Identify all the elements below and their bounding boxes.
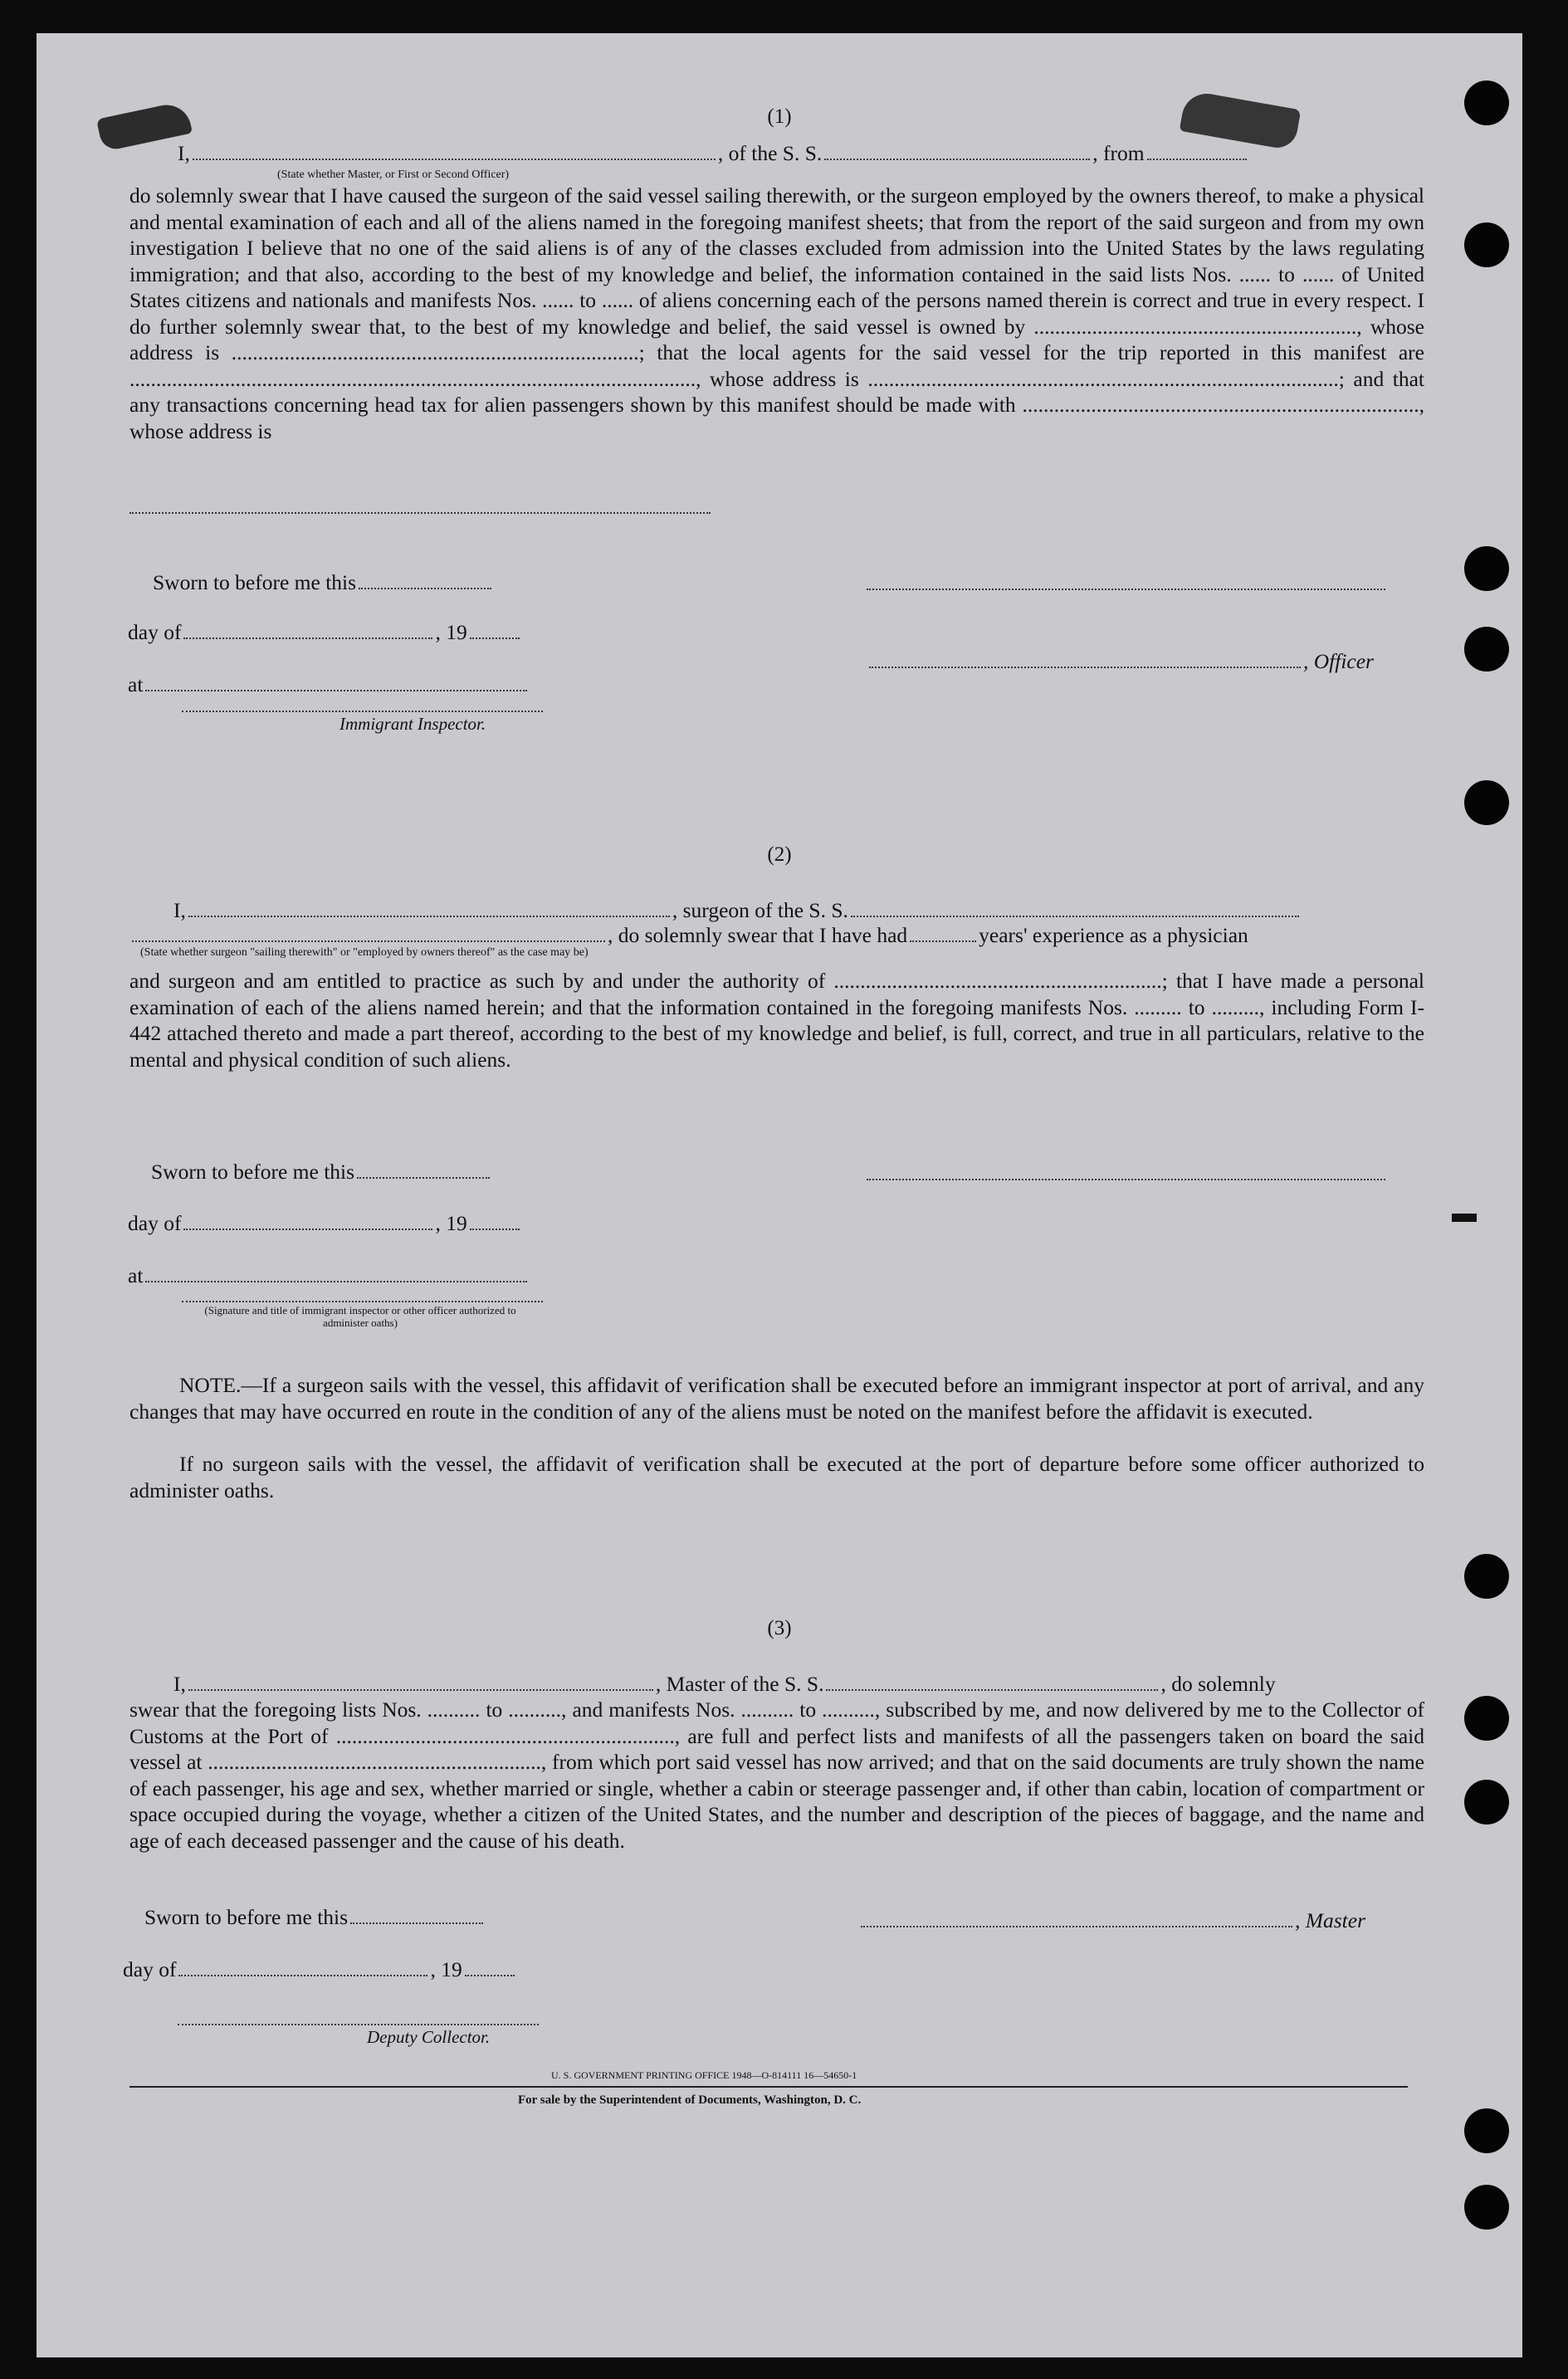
punch-hole (1464, 2108, 1509, 2153)
section-2-first-line (173, 896, 1302, 923)
section-3-day-label: day of (123, 1956, 177, 1981)
punch-hole (1464, 546, 1509, 591)
section-1-i-label: I, (178, 140, 190, 165)
section-1-at-label: at (128, 672, 144, 696)
section-2-body: and surgeon and am entitled to practice as such by and under the authority of ..............................................................; that I have made a personal examination of each of the aliens named herein; and that the information contained in the foregoing manifests Nos. ......... to ........., including Form I-442 attached thereto and made a part thereof, according to the best of my knowledge and belief, is full, correct, and true in all particulars, relative to the mental and physical condition of such aliens. (129, 969, 1424, 1072)
section-2-second-line (129, 921, 1248, 948)
section-3-collector-rule (178, 2024, 539, 2025)
punch-hole (1464, 780, 1509, 825)
section-2-signature-note: (Signature and title of immigrant inspector or other officer authorized to administer oaths) (204, 1304, 516, 1329)
section-3-master-sign-line (858, 1907, 1365, 1933)
section-1-sworn-line (153, 569, 494, 595)
section-1-day-label: day of (128, 619, 182, 644)
section-3-year-label: , 19 (430, 1956, 462, 1981)
section-1-day-line (128, 618, 522, 645)
section-1-inspector-label: Immigrant Inspector. (339, 714, 486, 734)
section-1-officer-line (867, 647, 1374, 674)
punch-hole (1464, 222, 1509, 267)
section-1-address-rule (129, 512, 711, 514)
section-2-sworn-label: Sworn to before me this (151, 1159, 355, 1184)
section-1-at-line (128, 671, 530, 697)
section-2-day-label: day of (128, 1210, 182, 1235)
section-1-from-label: , from (1092, 140, 1145, 165)
section-1-signature-rule (867, 589, 1385, 590)
section-2-note-1-text: NOTE.—If a surgeon sails with the vessel, this affidavit of verification shall be executed before an immigrant inspector at port of arrival, and any changes that may have occurred en route in the condition of any of the aliens must be noted on the manifest before the affidavit is executed. (129, 1373, 1424, 1424)
section-1-body: do solemnly swear that I have caused the surgeon of the said vessel sailing therewith, or the surgeon employed by the owners thereof, to make a physical and mental examination of each and all of the aliens named in the foregoing manifest sheets; that from the report of the said surgeon and from my own investigation I believe that no one of the said aliens is of any of the classes excluded from admission into the United States by the laws regulating immigration; and that also, according to the best of my knowledge and belief, the information contained in the said lists Nos. ...... to ...... of United States citizens and nationals and manifests Nos. ...... to ...... of aliens concerning each of the persons named therein is correct and true in every respect. I do further solemnly swear that, to the best of my knowledge and belief, the said vessel is owned by ............................................................., whose address is .............................................................................; that the local agents for the said vessel for the trip reported in this manifest are ..........................................................................................................., whose address is .........................................................................................; and that any transactions concerning head tax for alien passengers shown by this manifest should be made with ..........................................................................., whose address is (129, 183, 1424, 443)
section-2-number: (2) (767, 843, 792, 866)
section-2-signature-rule (867, 1179, 1385, 1180)
section-3-body: swear that the foregoing lists Nos. .......... to .........., and manifests Nos. .......... to .........., subscribed by me, and now delivered by me to the Collector of Customs at the Port of ................................................................, are full and perfect lists and manifests of all the passengers taken on board the said vessel at ..............................................................., from which port said vessel has now arrived; and that on the said documents are truly shown the name of each passenger, his age and sex, whether married or single, whether a cabin or steerage passenger and, if other than cabin, location of compartment or space occupied during the voyage, whether a citizen of the United States, and the number and description of the pieces of baggage, and the name and age of each deceased passenger and the cause of his death. (129, 1698, 1424, 1853)
section-3-day-line (123, 1956, 517, 1982)
section-3-master-label: , Master of the S. S. (655, 1671, 824, 1696)
section-1-sworn-label: Sworn to before me this (153, 569, 357, 594)
section-2-years-label: years' experience as a physician (979, 922, 1248, 947)
section-1-officer-label: , Officer (1303, 648, 1374, 673)
section-3-sworn-line (144, 1903, 486, 1930)
section-2-surgeon-note: (State whether surgeon "sailing therewith" or "employed by owners thereof" as the case may be) (140, 946, 589, 959)
punch-hole (1464, 1780, 1509, 1825)
section-2-swear-label: , do solemnly swear that I have had (608, 922, 908, 947)
section-1-first-line (178, 139, 1249, 166)
section-2-i-label: I, (173, 897, 186, 922)
section-2-day-line (128, 1209, 522, 1236)
section-2-surgeon-label: , surgeon of the S. S. (672, 897, 848, 922)
section-1-of-ss-label: , of the S. S. (717, 140, 823, 165)
section-3-sworn-label: Sworn to before me this (144, 1904, 349, 1929)
section-1-master-note: (State whether Master, or First or Second Officer) (277, 169, 510, 181)
section-1-year-label: , 19 (435, 619, 467, 644)
footer-rule (129, 2086, 1408, 2088)
section-1-number: (1) (767, 105, 792, 128)
punch-hole (1464, 627, 1509, 672)
printing-office-line: U. S. GOVERNMENT PRINTING OFFICE 1948—O-814111 16—54650-1 (551, 2069, 857, 2081)
section-3-collector-label: Deputy Collector. (367, 2027, 491, 2047)
section-3-first-line (173, 1670, 1276, 1697)
section-2-at-label: at (128, 1263, 144, 1287)
section-2-note-2 (129, 1451, 1424, 1503)
punch-hole (1464, 1696, 1509, 1741)
section-2-note-1 (129, 1372, 1424, 1424)
section-2-year-label: , 19 (435, 1210, 467, 1235)
punch-hole (1464, 1554, 1509, 1599)
section-2-sworn-line (151, 1158, 492, 1185)
for-sale-line: For sale by the Superintendent of Documents, Washington, D. C. (518, 2093, 862, 2107)
punch-hole (1464, 2185, 1509, 2230)
manifest-affidavit-page (37, 33, 1522, 2357)
section-2-note-2-text: If no surgeon sails with the vessel, the affidavit of verification shall be executed at the port of departure before some officer authorized to administer oaths. (129, 1452, 1424, 1502)
section-3-i-label: I, (173, 1671, 186, 1696)
section-3-solemnly-label: , do solemnly (1160, 1671, 1276, 1696)
section-3-number: (3) (767, 1617, 792, 1639)
ink-mark (1452, 1214, 1477, 1222)
section-2-signature-note-rule (182, 1301, 543, 1302)
section-1-inspector-rule (182, 711, 543, 712)
section-2-at-line (128, 1262, 530, 1288)
section-3-master-sign-label: , Master (1295, 1908, 1365, 1932)
